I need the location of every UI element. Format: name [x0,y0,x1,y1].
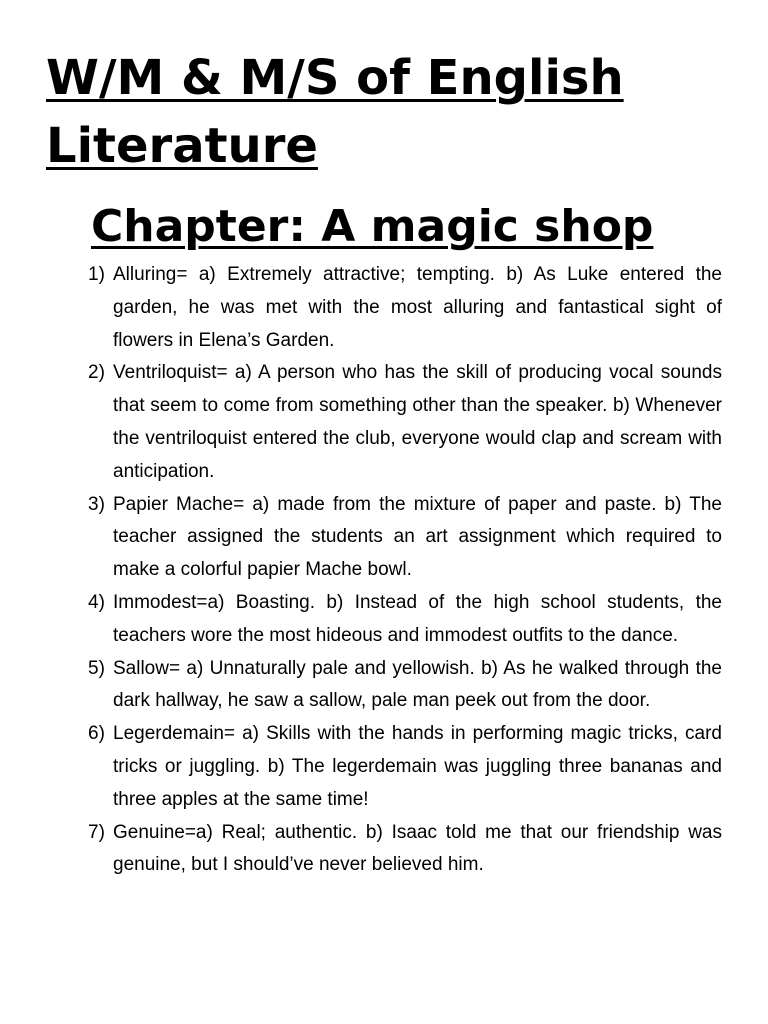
item-text: Legerdemain= a) Skills with the hands in performing magic tricks, card tricks or juggling. b) The legerdemain was juggling three bananas and three apples at the same time! [113,723,722,810]
list-item [88,489,722,587]
list-item [88,653,722,719]
document-title: W/M & M/S of English Literature [46,50,624,174]
item-number: 7) [88,821,105,843]
item-text: Sallow= a) Unnaturally pale and yellowish. b) As he walked through the dark hallway, he saw a sallow, pale man peek out from the door. [113,657,722,712]
item-number: 6) [88,723,105,745]
list-item [88,587,722,653]
item-number: 5) [88,657,105,679]
item-number: 3) [88,493,105,515]
item-text: Ventriloquist= a) A person who has the skill of producing vocal sounds that seem to come from something other than the speaker. b) Whenever the ventriloquist entered the club, everyone would clap and scream with anticipation. [113,362,722,482]
item-number: 1) [88,264,105,285]
list-item [88,817,722,883]
chapter-title: Chapter: A magic shop [91,201,654,252]
item-text: Genuine=a) Real; authentic. b) Isaac told me that our friendship was genuine, but I should’ve never believed him. [113,821,722,876]
item-number: 4) [88,591,105,613]
item-number: 2) [88,362,105,384]
vocabulary-list [88,259,722,882]
list-item [88,357,722,488]
list-item [88,259,722,357]
item-text: Papier Mache= a) made from the mixture of paper and paste. b) The teacher assigned the students an art assignment which required to make a colorful papier Mache bowl. [113,493,722,581]
item-text: Alluring= a) Extremely attractive; tempting. b) As Luke entered the garden, he was met with the most alluring and fantastical sight of flowers in Elena’s Garden. [113,264,722,351]
list-item [88,718,722,816]
item-text: Immodest=a) Boasting. b) Instead of the high school students, the teachers wore the most hideous and immodest outfits to the dance. [113,591,722,646]
